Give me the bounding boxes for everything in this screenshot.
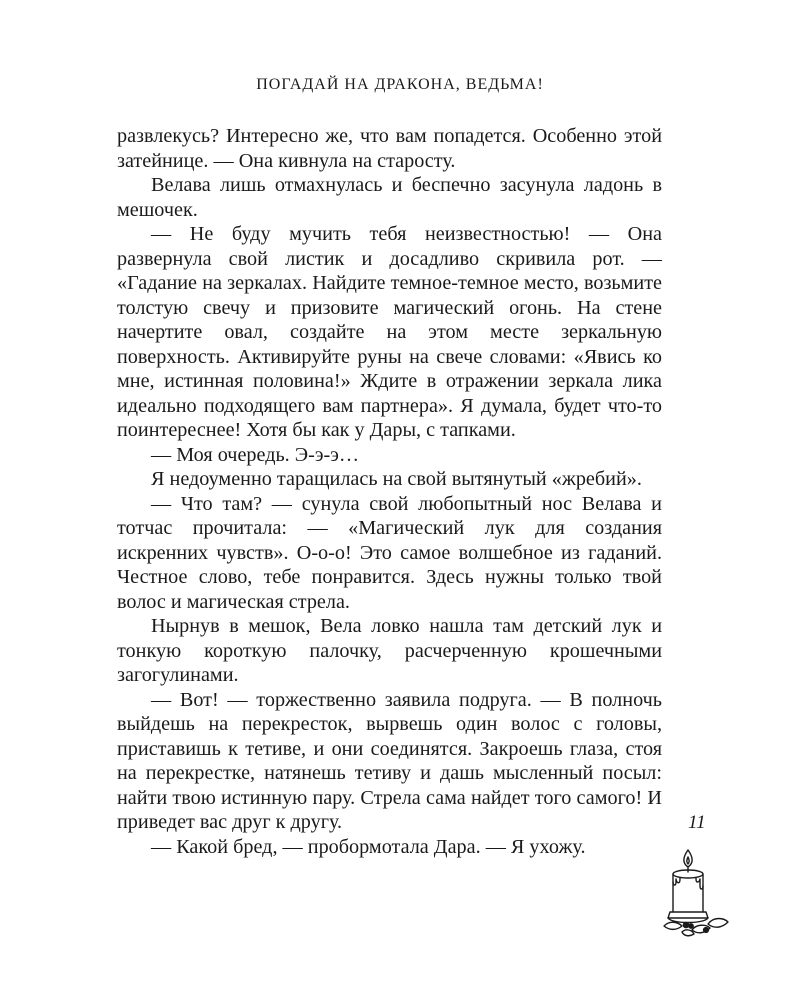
candle-icon <box>662 846 732 942</box>
paragraph: — Вот! — торжественно заявила подруга. — В полночь выйдешь на перекресток, вырвешь один волос с головы, приставишь к тетиве, и они соединятся. Закроешь глаза, стоя на перекрестке, натянешь тетиву и дашь мысленный посыл: найти твою истинную пару. Стрела сама найдет того самого! И приведет вас друг к другу. <box>117 688 662 833</box>
paragraph: развлекусь? Интересно же, что вам попадется. Особенно этой затейнице. — Она кивнула на старосту. <box>117 125 662 172</box>
paragraph: — Не буду мучить тебя неизвестностью! — Она развернула свой листик и досадливо скривила рот. — «Гадание на зеркалах. Найдите темное-темное место, возьмите толстую свечу и призовите магический огонь. На стене начертите овал, создайте на этом месте зеркальную поверхность. Активируйте руны на свече словами: «Явись ко мне, истинная половина!» Ждите в отражении зеркала лика идеально подходящего вам партнера». Я думала, будет что-то поинтереснее! Хотя бы как у Дары, с тапками. <box>117 223 662 441</box>
paragraph: — Что там? — сунула свой любопытный нос Велава и тотчас прочитала: — «Магический лук для создания искренних чувств». О-о-о! Это самое волшебное из гаданий. Честное слово, тебе понравится. Здесь нужны только твой волос и магическая стрела. <box>117 492 662 613</box>
body-text <box>117 124 662 859</box>
page-number: 11 <box>688 812 706 833</box>
paragraph: — Какой бред, — пробормотала Дара. — Я ухожу. <box>151 835 586 858</box>
paragraph: Велава лишь отмахнулась и беспечно засунула ладонь в мешочек. <box>117 174 662 221</box>
paragraph: Нырнув в мешок, Вела ловко нашла там детский лук и тонкую короткую палочку, расчерченную крошечными загогулинами. <box>117 615 662 686</box>
running-head: ПОГАДАЙ НА ДРАКОНА, ВЕДЬМА! <box>256 76 544 93</box>
paragraph: Я недоуменно таращилась на свой вытянутый «жребий». <box>151 468 642 490</box>
paragraph: — Моя очередь. Э-э-э… <box>151 443 360 466</box>
